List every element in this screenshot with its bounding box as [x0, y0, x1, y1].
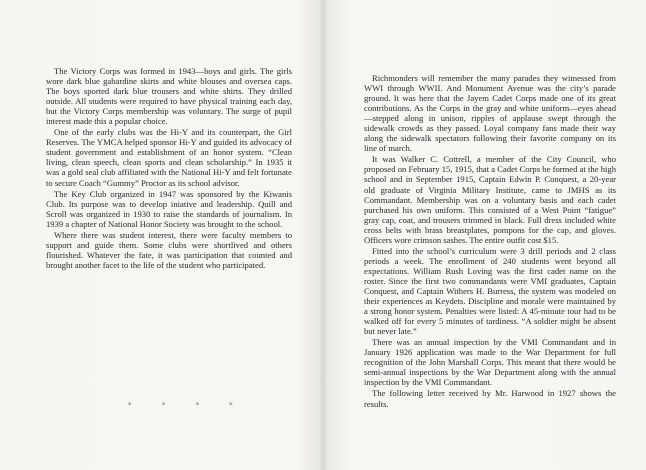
- right-paragraph-1: Richmonders will remember the many parades they witnessed from WWI through WWII. And Monument Avenue was the city’s parade ground. It was here that the Jayem Cadet Corps made one of its great contributions. As the Corps in the gray and white uniform—eyes ahead—stepped along in unison, ripples of applause swept through the sidewalk crowds as they passed. Loyal company fans made their way along the sidewalk spectators following their favorite company on its line of march.: [364, 73, 616, 154]
- left-paragraph-2: One of the early clubs was the Hi-Y and its counterpart, the Girl Reserves. The YMCA helped sponsor Hi-Y and guided its advocacy of student government and establishment of an honor system. “Clean living, clean speech, clean sports and clean scholarship.” In 1935 it was a gold seal club affiliated with the National Hi-Y and felt fortunate to secure Coach “Gummy” Proctor as its school advisor.: [46, 127, 292, 188]
- right-page-text: [364, 73, 616, 409]
- right-paragraph-3: Fitted into the school’s curriculum were 3 drill periods and 2 class periods a week. The enrollment of 240 students went beyond all expectations. William Rush Loving was the first cadet name on the roster. Since the first two commandants were VMI graduates, Captain Conquest, and Captain Withers H. Burress, the system was modeled on their experiences as Keydets. Discipline and morale were maintained by a strong honor system. Penalties were listed: A 45-minute tour had to be walked off for every 5 minutes of tardiness. “A soldier might be absent but never late.”: [364, 245, 616, 337]
- left-page-text: [46, 66, 292, 270]
- left-paragraph-1: The Victory Corps was formed in 1943—boys and girls. The girls wore dark blue gabardine skirts and white blouses and oversea caps. The boys sported dark blue trousers and white shirts. They drilled outside. All students were required to have physical training each day, but the Victory Corps membership was voluntary. The surge of pupil interest made this a popular choice.: [46, 66, 292, 127]
- right-paragraph-2: It was Walker C. Cottrell, a member of the City Council, who proposed on February 15, 1915, that a Cadet Corps be formed at the high school and in September 1915, Captain Edwin P. Conquest, a 20-year old graduate of Virginia Military Institute, came to JMHS as its Commandant. Membership was on a voluntary basis and each cadet purchased his own uniform. This consisted of a West Point “fatigue” gray cap, coat, and trousers trimmed in black. Full dress included white cross belts with brass breastplates, pompons for the cap, and gloves. Officers wore crimson sashes. The entire outfit cost $15.: [364, 154, 616, 245]
- left-paragraph-4: Where there was student interest, there were faculty members to support and guide them. Some clubs were shortlived and others flourished. Whatever the fate, it was participation that counted and brought another facet to the life of the student who participated.: [46, 229, 292, 270]
- right-paragraph-4: There was an annual inspection by the VMI Commandant and in January 1926 application was made to the War Department for full recognition of the John Marshall Corps. This meant that there would be semi-annual inspections by the War Department along with the annual inspection by the VMI Commandant.: [364, 337, 616, 388]
- left-paragraph-3: The Key Club organized in 1947 was sponsored by the Kiwanis Club. Its purpose was to develop iniative and leadership. Quill and Scroll was organized in 1930 to raise the standards of journalism. In 1939 a chapter of National Honor Society was brought to the school.: [46, 188, 292, 229]
- right-paragraph-5: The following letter received by Mr. Harwood in 1927 shows the results.: [364, 388, 616, 409]
- section-ornament: * * * *: [128, 401, 247, 409]
